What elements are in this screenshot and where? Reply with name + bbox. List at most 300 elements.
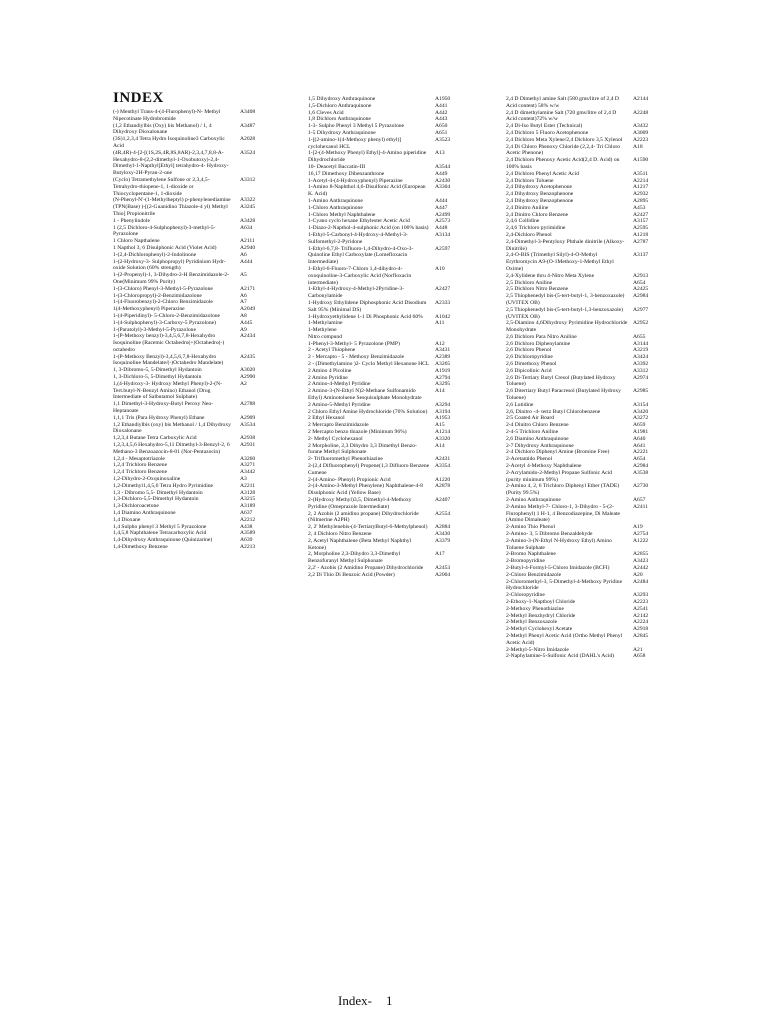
- entry-code: A2499: [435, 211, 451, 218]
- index-entry: [308, 171, 465, 178]
- entry-name: 2-Chloropyridine: [506, 592, 545, 599]
- index-entry: [506, 334, 663, 341]
- entry-code: A2984: [633, 293, 649, 300]
- index-entry: [308, 286, 465, 300]
- entry-code: A3511: [633, 170, 649, 177]
- entry-name: 1-(P-Methoxy Benzyl)-3,4,5,6,7,8-Hexahydro Isoquinoline Mandelate/(-)Octahedro Mandelate): [113, 353, 224, 367]
- entry-code: A3420: [633, 408, 649, 415]
- entry-name: 2,4 Dichloro Phenyl Acetic Acid: [506, 170, 579, 177]
- entry-code: A3294: [435, 401, 451, 408]
- index-entry: [506, 137, 663, 144]
- entry-name: 1,2 Ethandiylbis (oxy) bis Methanol / 1,4 Dihydroxy Dioxalonane: [113, 421, 231, 435]
- entry-code: A3312: [240, 176, 256, 183]
- entry-name: 2 Mercapto Benzimidazole: [308, 422, 369, 429]
- entry-code: A2004: [435, 571, 451, 578]
- index-entry: [113, 286, 270, 293]
- entry-name: 1-(P-Methoxy benzyl)-3,4,5,6,7,8-Hexahydro Isoquinoline (Racemic Octahedro(+)Octahedro(-) octahedro: [113, 333, 225, 353]
- index-entry: [506, 531, 663, 538]
- index-entry: [308, 524, 465, 531]
- entry-code: A10: [435, 265, 445, 272]
- entry-code: A3544: [435, 163, 451, 170]
- entry-name: 2-Methyl Phenyl Acetic Acid (Ortho Methyl Phenyl Acetic Acid): [506, 632, 623, 646]
- index-entry: [506, 402, 663, 409]
- entry-name: Nitro compund: [308, 333, 343, 340]
- entry-name: 1,1,1 Tris (Para Hydroxy Phenyl) Ethane: [113, 414, 205, 421]
- entry-name: 2-Methoxy Phenothiazine: [506, 605, 564, 612]
- entry-name: (N-Phenyl-N'-(1-Methylheptyl) p-phenylenediamine: [113, 197, 231, 204]
- entry-name: 1,6 Cleves Acid: [308, 109, 344, 116]
- entry-name: (-) Menthyl Trans-4-(4-Flurophenyl)-N- Methyl Nipecotinate Hydrobromide: [113, 109, 221, 122]
- entry-code: A13: [435, 150, 445, 157]
- entry-code: A2224: [633, 619, 649, 626]
- index-entry: [308, 334, 465, 341]
- index-entry: [113, 469, 270, 476]
- entry-name: 1-[(2-amino-1(4-Methoxy phenyl) ethyl)] cyclohexanol HCL: [308, 136, 402, 150]
- entry-code: A2389: [435, 354, 451, 361]
- index-entry: [113, 510, 270, 517]
- entry-code: A3144: [633, 340, 649, 347]
- entry-code: A2111: [240, 238, 255, 245]
- entry-code: A2938: [240, 435, 256, 442]
- entry-name: 2,6 Dipicolinic Acid: [506, 367, 552, 374]
- entry-name: 1-Diazo-2-Napthol-4-sulphonic Acid (on 100% basis): [308, 225, 429, 232]
- index-entry: [113, 462, 270, 469]
- entry-name: 1,4 Sulpho phenyl 3 Methyl 5 Pyrazolone: [113, 523, 207, 530]
- entry-name: 2,6 Dichloro Phenol: [506, 347, 552, 354]
- entry-code: A1217: [633, 184, 649, 191]
- entry-name: 1, 3-Dichloro-5, 5-Dimethyl Hydantoin: [113, 374, 202, 381]
- entry-name: 2 Amino-4-Methyl Pyridine: [308, 381, 371, 388]
- entry-name: 2 - Acetyl Thiophene: [308, 347, 356, 354]
- entry-name: 2, Acetyl Naphthalene (Beta Methyl Naphthyl Ketone): [308, 537, 412, 551]
- entry-name: 2 - Mercapto - 5 - Methoxy Benzimidazole: [308, 354, 405, 361]
- entry-name: 2,5 Thiophenedyl bis-(5-tert-butyl-1, 3-benzoxazole) (UVITEX OB): [506, 293, 625, 306]
- index-entry: [113, 150, 270, 177]
- entry-name: 2,6 Dimethoxy Phenol: [506, 361, 557, 368]
- entry-name: 2,2 Di Thio Di Benzoic Acid (Powder): [308, 571, 395, 578]
- index-column-3: [506, 96, 663, 660]
- index-entry: [113, 422, 270, 436]
- index-entry: [506, 354, 663, 361]
- entry-code: A2211: [240, 482, 256, 489]
- entry-name: 2,4 D Dimethyl amine Salt (580 gms/litre of 2,4 D Acid content) 58% w/w: [506, 96, 619, 109]
- entry-name: 2,4 Dichloro Meta Xylene/2,4 Dichloro 3,5 Xylenol: [506, 136, 623, 143]
- index-entry: [506, 415, 663, 422]
- entry-name: 2 Chloro Ethyl Amine Hydrochloride (70% Solution): [308, 408, 428, 415]
- entry-name: 1,4 Diamino Anthraquinone: [113, 510, 176, 517]
- index-entry: [113, 136, 270, 150]
- index-entry: [506, 252, 663, 272]
- entry-code: A2453: [435, 564, 451, 571]
- entry-code: A438: [240, 523, 253, 530]
- index-entry: [506, 409, 663, 416]
- entry-name: 2- Trifluoromethyl Phenothiazine: [308, 456, 383, 463]
- entry-name: 1,2,3,4 Butane Tetra Carboxylic Acid: [113, 435, 197, 442]
- index-entry: [308, 184, 465, 198]
- entry-code: A18: [633, 143, 643, 150]
- entry-name: 1-Cyano cyclo hexane Ethylester Acetic Acid: [308, 218, 410, 225]
- entry-name: 1-Ethyl-4-Hydroxy-4-Methyl-2Pyridine-3-Carbonylamide: [308, 286, 405, 300]
- entry-code: A449: [435, 170, 448, 177]
- entry-name: 2,4 Dihydroxy Acetophenone: [506, 184, 573, 191]
- entry-code: A640: [633, 435, 646, 442]
- entry-code: A3215: [240, 496, 256, 503]
- entry-code: A3538: [633, 469, 649, 476]
- index-entry: [506, 504, 663, 524]
- entry-code: A2223: [633, 598, 649, 605]
- entry-name: 2-Chloromethyl-3, 5-Dimethyl-4-Methoxy Pyridine Hydrochloride: [506, 578, 623, 592]
- index-entry: [308, 123, 465, 130]
- index-entry: [506, 96, 663, 110]
- entry-code: A3219: [633, 347, 649, 354]
- entry-code: A1218: [633, 231, 649, 238]
- entry-code: A3134: [435, 231, 451, 238]
- entry-code: A2333: [435, 299, 451, 306]
- entry-code: A1981: [633, 429, 649, 436]
- index-entry: [506, 273, 663, 280]
- entry-name: (TPN(Base) )-[(2-Guanidino Thiazole-4 yl) Methyl Thio] Propionitrile: [113, 204, 228, 217]
- entry-name: 2-Amino- 3, 5 Dibromo Benzaldehyde: [506, 531, 593, 537]
- index-entry: [506, 565, 663, 572]
- entry-name: 2,4 Dichloro 5 Fluoro Acetophenone: [506, 129, 589, 136]
- index-entry: [506, 572, 663, 579]
- entry-name: 1-Ethyl-6-Fluoro-7-Chloro 1,4-dihydro-4-oxoquinoline-3-Carboxylic Acid (Norfloxacin intermediate): [308, 265, 412, 286]
- entry-name: 1(4-Methoxyphenyl) Piperazine: [113, 306, 185, 313]
- entry-code: A445: [240, 319, 253, 326]
- index-entry: [113, 177, 270, 197]
- entry-name: 1,2,4 Trichloro Benzene: [113, 469, 168, 476]
- index-entry: [506, 184, 663, 191]
- entry-name: 2, Morpholine 2,3-Dihydro 3,3-Dimethyl Benzofuranyl Methyl Sulphonate: [308, 551, 401, 565]
- index-entry: [506, 280, 663, 287]
- index-entry: [506, 144, 663, 158]
- entry-code: A444: [240, 258, 253, 265]
- index-entry: [506, 538, 663, 552]
- entry-code: A3020: [240, 367, 256, 374]
- index-entry: [113, 204, 270, 218]
- entry-name: 1,4-Dimethoxy Benzene: [113, 544, 168, 550]
- entry-code: A3379: [435, 537, 451, 544]
- index-entry: [506, 191, 663, 198]
- entry-code: A2142: [633, 612, 649, 619]
- index-entry: [506, 592, 663, 599]
- entry-code: A1590: [633, 157, 649, 164]
- index-entry: [506, 551, 663, 558]
- entry-code: A2788: [240, 401, 256, 408]
- entry-code: A3304: [435, 184, 451, 191]
- entry-name: 1-Methylamine: [308, 320, 343, 327]
- entry-code: A14: [435, 442, 445, 449]
- entry-code: A3442: [240, 469, 256, 476]
- index-entry: [308, 463, 465, 477]
- entry-name: 2,2' - Azobis (2 Amidino Propane) Dihydrochloride: [308, 564, 424, 571]
- index-entry: [113, 524, 270, 531]
- index-entry: [308, 130, 465, 137]
- entry-name: 1-3- Sulpho Phenyl 3 Methyl 5 Pyrazolone: [308, 123, 405, 130]
- index-entry: [308, 375, 465, 382]
- entry-code: A2595: [633, 225, 649, 232]
- index-entry: [506, 232, 663, 239]
- entry-code: A2028: [240, 136, 256, 143]
- index-column-1: [113, 109, 270, 551]
- entry-name: 1,(4-Hydroxy-3- Hydroxy Methyl Phenyl)-2-(N-Tert.butyl-N-Benzyl Amino) Ethanol (Drug Intermediate of Salbutamol Sulphate): [113, 380, 223, 401]
- entry-name: 1-(4-Piperidinyl)- 5-Chloro-2-Benzimidazolone: [113, 312, 221, 319]
- entry-name: 1-(2-Hydroxy-3- Sulphopropyl) Pyridinium Hydr- oxide Solution (60% strength): [113, 258, 226, 272]
- entry-name: 2-4 Dichloro Diphenyl Amine (Bromine Free): [506, 449, 610, 456]
- entry-name: 2,6 Lutidine: [506, 401, 534, 408]
- entry-code: A3392: [633, 361, 649, 368]
- index-entry: [506, 178, 663, 185]
- entry-name: 2,6 Dichloro Para Nitro Aniline: [506, 333, 577, 340]
- index-entry: [506, 218, 663, 225]
- entry-code: A3137: [633, 252, 649, 259]
- entry-name: 2 Amino-5-Methyl Pyridine: [308, 401, 371, 408]
- entry-name: 1-(4-Fluorobenzyl)-2-Chloro Benzimidazole: [113, 299, 213, 306]
- entry-code: A3312: [633, 367, 649, 374]
- entry-code: A3: [240, 476, 247, 483]
- entry-name: 1,2,4 Trichloro Benzene: [113, 462, 168, 469]
- index-entry: [113, 238, 270, 245]
- entry-code: A2214: [633, 177, 649, 184]
- index-entry: [506, 449, 663, 456]
- entry-code: A444: [435, 197, 448, 204]
- entry-code: A2597: [435, 245, 451, 252]
- index-heading: INDEX: [113, 90, 164, 106]
- entry-code: A3194: [435, 408, 451, 415]
- index-entry: [113, 252, 270, 259]
- entry-code: A2144: [633, 96, 649, 102]
- index-entry: [506, 293, 663, 307]
- entry-name: 2,4 Di Chloro Phenoxy Chloride (2,2,4- Tri Chloro Acetic Phenone): [506, 143, 621, 157]
- entry-name: 2,5-Diamino 4,6Dihydroxy Pyrimidine Hydrochloride Monohydrate: [506, 320, 628, 334]
- index-entry: [506, 239, 663, 253]
- index-entry: [308, 96, 465, 103]
- entry-code: A2909: [240, 414, 256, 421]
- index-entry: [506, 171, 663, 178]
- entry-name: 2,6 Dichloropyridine: [506, 354, 553, 361]
- entry-code: A442: [435, 109, 448, 116]
- index-entry: [308, 361, 465, 368]
- index-entry: [308, 150, 465, 164]
- index-column-2: [308, 96, 465, 579]
- entry-code: A1919: [435, 367, 451, 374]
- entry-code: A2541: [633, 605, 649, 612]
- entry-name: 2,4 Dihydroxy Benzophenone: [506, 197, 574, 204]
- index-entry: [113, 490, 270, 497]
- entry-code: A3487: [240, 122, 256, 129]
- entry-name: 2-Ethoxy-1-Napthoyl Chloride: [506, 598, 576, 605]
- entry-code: A3524: [240, 149, 256, 156]
- entry-name: 2,4-Dimethyl-3-Pentyloxy Phthale dinitrile (Alkoxy-Dinitrile): [506, 238, 625, 252]
- entry-code: A1214: [435, 429, 451, 436]
- entry-code: A1953: [435, 415, 451, 422]
- entry-name: 2 Amino-3-(N-Ethyl N)2-Methane Sulfonamido Ethyl) Aminotoluene Sesquisulphate Monohydrate: [308, 388, 422, 402]
- entry-code: A2425: [633, 286, 649, 293]
- index-entry: [308, 436, 465, 443]
- entry-name: 1-Chloro Methyl Naphthalene: [308, 211, 376, 218]
- entry-code: A2990: [240, 374, 256, 381]
- index-entry: [506, 388, 663, 402]
- entry-name: 2-Amino Methyl-7- Chloro-1, 3-Dihydro - 5-(2-Flurophenyl) 1 H-1, 4 Benzodiazepine, Di Maleate (Amino Dimaleate): [506, 503, 621, 524]
- entry-code: A2248: [633, 109, 649, 116]
- index-entry: [506, 613, 663, 620]
- entry-code: A2213: [240, 544, 256, 550]
- entry-name: 1-(2,4-Dichlorophenyl)-2-Indolinone: [113, 251, 197, 258]
- index-entry: [113, 367, 270, 374]
- entry-code: A2573: [435, 218, 451, 225]
- index-entry: [308, 368, 465, 375]
- entry-name: 2-Butyl-4-Formyl-5-Chloro Imidazole (BCFI): [506, 564, 610, 571]
- index-entry: [506, 198, 663, 205]
- index-entry: [506, 470, 663, 484]
- entry-code: A651: [435, 129, 448, 136]
- index-entry: [506, 633, 663, 647]
- entry-name: 2-Amino Thio Phenol: [506, 524, 555, 531]
- index-entry: [308, 205, 465, 212]
- index-entry: [308, 415, 465, 422]
- entry-code: A17: [435, 551, 445, 558]
- entry-name: (4R,4R)-4-[2-[(1S,2S,4R,8S,8AR)-2,3,4,7,8,8-A-Hexahydro-8-(2,2-dimethyl-1-Oxobutoxy)-2,4-Dimethyl-1-Napthyl]Ethyl] tetrahydro-4- Hydroxy-Butyloxy-2H-Pyran-2-one: [113, 149, 229, 177]
- entry-name: 16,17 Dimethoxy Dibenzanthrone: [308, 170, 385, 177]
- entry-name: 2 Amino 4 Picoline: [308, 367, 352, 374]
- index-entry: [308, 266, 465, 286]
- footer-page-number: 1: [385, 993, 393, 1008]
- entry-code: A1042: [435, 313, 451, 320]
- entry-code: A3271: [240, 462, 256, 469]
- index-entry: [113, 272, 270, 286]
- entry-name: (3S)1,2,3,4 Tetra Hydro Isoquinoline3 Carboxylic Acid: [113, 136, 225, 149]
- entry-name: 10- Deacetyl Baccatin-III: [308, 163, 366, 170]
- entry-code: A2431: [435, 456, 451, 463]
- entry-name: 2,5 Thiophenedyl bis-(5-tert-butyl-1,3-benzoxazole) (UVITEX OB): [506, 306, 624, 320]
- index-entry: [506, 463, 663, 470]
- entry-name: 2,4 D dimethylamine Salt (720 gms/litre of 2,4 D Acid content)72% w/w: [506, 109, 617, 123]
- entry-code: A11: [435, 320, 445, 327]
- index-entry: [506, 130, 663, 137]
- index-entry: [308, 225, 465, 232]
- entry-code: A14: [435, 388, 445, 395]
- index-entry: [308, 320, 465, 327]
- entry-code: A8: [240, 312, 247, 319]
- entry-name: 1, 3-Dibromo-5, 5-Dimethyl Hydantoin: [113, 367, 202, 374]
- index-entry: [113, 374, 270, 381]
- index-entry: [506, 579, 663, 593]
- entry-code: A1950: [435, 96, 451, 102]
- index-entry: [113, 476, 270, 483]
- index-entry: [506, 524, 663, 531]
- index-entry: [308, 388, 465, 402]
- index-entry: [113, 313, 270, 320]
- entry-code: A2049: [240, 306, 256, 313]
- index-entry: [308, 116, 465, 123]
- entry-code: A3293: [633, 592, 649, 599]
- entry-name: 2-Acrylamido-2-Methyl Propane Sulfonic Acid (purity minimum 99%): [506, 469, 613, 483]
- index-entry: [113, 483, 270, 490]
- page-footer: [338, 993, 392, 1009]
- entry-name: 2,4-O-BIS (Trimethyl Silyl)-4-O-Methyl Erythromycin A9-(O-1Methoxy-1-Methyl Ethyl Oxime): [506, 252, 614, 272]
- index-entry: [308, 456, 465, 463]
- index-entry: [113, 456, 270, 463]
- entry-name: 1-Hydroxyethylidene 1-1 Di Phosphonic Acid 60%: [308, 313, 423, 320]
- entry-name: 2-(Hydroxy Methyl)3,5, Dimethyl-4-Methoxy Pyridine (Omeprazole Intermediate): [308, 497, 412, 510]
- entry-name: 2,4-Dichloro Phenol: [506, 231, 552, 238]
- entry-code: A2427: [633, 211, 649, 218]
- entry-name: 2,4 Di-Iso Butyl Ester (Technical): [506, 123, 583, 130]
- entry-name: 1-5 Dihydroxy Anthraquinone: [308, 129, 376, 136]
- index-entry: [506, 347, 663, 354]
- entry-code: A2977: [633, 306, 649, 313]
- entry-name: 1,8 Dichloro Anthraquinone: [308, 116, 371, 123]
- index-entry: [113, 109, 270, 123]
- entry-code: A3320: [435, 435, 451, 442]
- entry-code: A12: [435, 340, 445, 347]
- index-entry: [113, 544, 270, 551]
- entry-name: 1-Amino Anthraquinone: [308, 197, 363, 204]
- entry-code: A2484: [633, 578, 649, 585]
- entry-name: 2-Chloro Benzimidazole: [506, 571, 562, 578]
- index-entry: [308, 511, 465, 525]
- index-entry: [113, 537, 270, 544]
- index-entry: [113, 333, 270, 353]
- index-entry: [308, 137, 465, 151]
- entry-name: 2,4 Dinitro Aniline: [506, 204, 549, 211]
- entry-code: A658: [633, 653, 646, 660]
- entry-code: A448: [435, 225, 448, 232]
- index-entry: [506, 429, 663, 436]
- index-entry: [113, 401, 270, 415]
- index-entry: [506, 341, 663, 348]
- entry-code: A659: [633, 422, 646, 429]
- entry-name: 1-Hydroxy Ethylidene Diphosphonic Acid Disodium Salt 95% (Minimal DS): [308, 299, 427, 313]
- entry-code: A2730: [633, 483, 649, 490]
- entry-name: 2-(2,4 Difluorophenyl) Propene(1,3 Difluoro Benzene Cumene: [308, 463, 430, 476]
- entry-name: 1-Acetyl-4-(4-Hydroxyphenyl) Piperazine: [308, 177, 403, 184]
- entry-code: A657: [633, 497, 646, 504]
- entry-code: A2931: [240, 442, 256, 449]
- entry-code: A2: [240, 380, 247, 387]
- entry-code: A2878: [435, 483, 451, 490]
- index-entry: [113, 225, 270, 239]
- index-entry: [506, 205, 663, 212]
- entry-code: A2932: [633, 191, 649, 198]
- entry-name: 2 - (Dimethylamino )2- Cyclo Methyl Hexanone HCL: [308, 361, 430, 368]
- entry-code: A2430: [435, 177, 451, 184]
- entry-name: 2 Mercapto benzo thiazole (Minimum 96%): [308, 429, 407, 436]
- entry-name: 1 (2,5 Dichloro-4-Sulphophenyl)-3-methyl-5-Pyrazolone: [113, 224, 216, 238]
- index-entry: [506, 361, 663, 368]
- entry-name: 1-Methylene: [308, 327, 337, 334]
- index-entry: [308, 341, 465, 348]
- entry-name: 1,3-Dichloro-5,5-Dimethyl Hydantoin: [113, 496, 199, 503]
- entry-code: A3154: [633, 401, 649, 408]
- entry-code: A453: [633, 204, 646, 211]
- entry-code: A9: [240, 326, 247, 333]
- entry-name: 1-(3-Chloro) Phenyl-3-Methyl-5-Pyrazolone: [113, 285, 213, 292]
- entry-code: A2787: [633, 238, 649, 245]
- entry-code: A2427: [435, 286, 451, 293]
- footer-label: Index-: [338, 993, 372, 1008]
- index-entry: [308, 565, 465, 572]
- entry-name: 2,6 Dichloro Diphenylamine: [506, 340, 571, 347]
- index-entry: [308, 538, 465, 552]
- entry-code: A3272: [633, 415, 649, 422]
- entry-code: A2918: [633, 626, 649, 633]
- index-entry: [506, 606, 663, 613]
- entry-name: 2-4 Dinitro Chloro Benzene: [506, 422, 569, 429]
- entry-name: 1,2-Dihydro-2-Oxquinoxaline: [113, 476, 181, 483]
- index-entry: [308, 531, 465, 538]
- entry-code: A3534: [240, 421, 256, 428]
